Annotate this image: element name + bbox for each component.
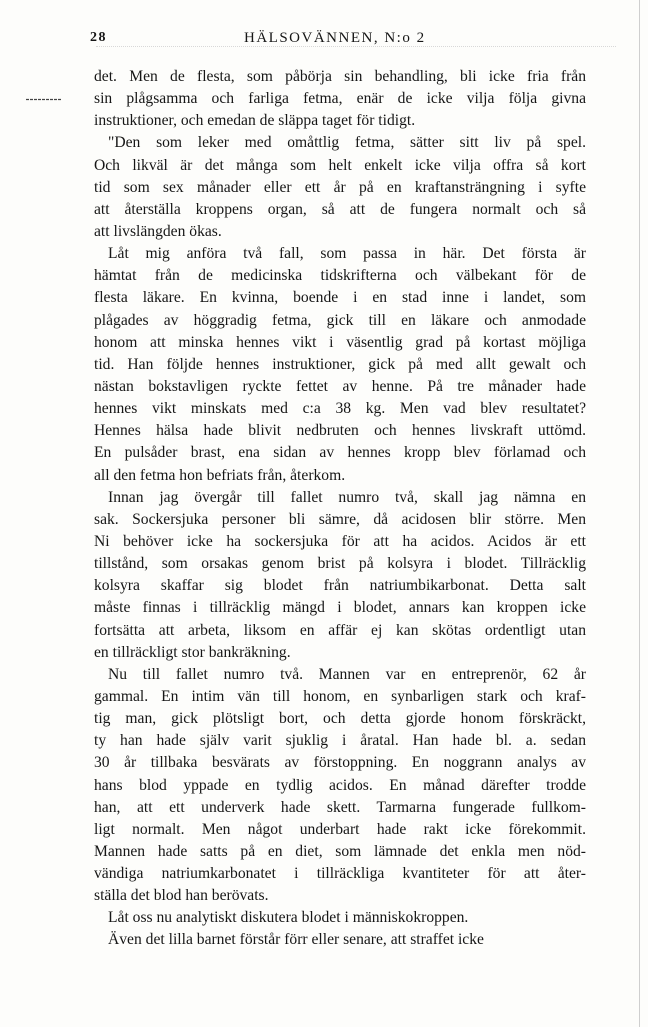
text-line: Låt oss nu analytiskt diskutera blodet i människokroppen. (108, 909, 469, 927)
text-line: hans blod yppade en tydlig acidos. En månad därefter trodde (94, 776, 586, 794)
text-line: hennes vikt minskats med c:a 38 kg. Men vad blev resultatet? (94, 400, 586, 418)
text-line: Hennes hälsa hade blivit nedbruten och hennes livskraft uttömd. (94, 422, 586, 440)
text-line: vändiga natriumkarbonatet i tillräckliga kvantiteter för att åter- (94, 865, 586, 883)
paragraph (94, 487, 586, 664)
text-line: En pulsåder brast, ena sidan av hennes kropp blev förlamad och (94, 444, 586, 462)
text-line: ty han hade själv varit sjuklig i åratal. Han hade bl. a. sedan (94, 732, 586, 750)
body-text (94, 66, 586, 952)
text-line: Mannen hade satts på en diet, som lämnade det enkla men nöd- (94, 842, 586, 860)
text-line: tig man, gick plötsligt bort, och detta gjorde honom förskräckt, (94, 710, 586, 728)
paragraph (94, 243, 586, 487)
text-line: att återställa kroppens organ, så att de fungera normalt och så (94, 200, 586, 218)
text-line: han, att ett underverk hade skett. Tarmarna fungerade fullkom- (94, 798, 586, 816)
text-line: Låt mig anföra två fall, som passa in här. Det första är (108, 245, 586, 263)
paragraph (94, 907, 586, 929)
text-line: måste finnas i tillräcklig mängd i blodet, annars kan kroppen icke (94, 599, 586, 617)
text-line: tid. Han följde hennes instruktioner, gick på med allt gewalt och (94, 355, 586, 373)
text-line: all den fetma hon befriats från, återkom. (94, 466, 346, 484)
text-line: sak. Sockersjuka personer bli sämre, då acidosen blir större. Men (94, 510, 586, 528)
paragraph (94, 132, 586, 243)
paragraph (94, 929, 586, 951)
text-line: Även det lilla barnet förstår förr eller senare, att straffet icke (108, 931, 484, 949)
page-number: 28 (90, 30, 107, 45)
page-edge-line (639, 0, 640, 1027)
text-line: sin plågsamma och farliga fetma, enär de icke vilja följa givna (94, 90, 586, 108)
text-line: gammal. En intim vän till honom, en synbarligen stark och kraf- (94, 687, 586, 705)
margin-mark (26, 98, 62, 101)
text-line: flesta läkare. En kvinna, boende i en stad inne i landet, som (94, 289, 586, 307)
page-header (90, 30, 586, 54)
running-head: HÄLSOVÄNNEN, N:o 2 (244, 30, 426, 46)
text-line: det. Men de flesta, som påbörja sin behandling, bli icke fria från (94, 68, 586, 85)
text-line: "Den som leker med omåttlig fetma, sätter sitt liv på spel. (108, 134, 586, 152)
text-line: nästan bokstavligen ryckte fettet av henne. På tre månader hade (94, 377, 586, 395)
text-line: Innan jag övergår till fallet numro två, skall jag nämna en (108, 488, 586, 506)
text-line: kolsyra skaffar sig blodet från natriumbikarbonat. Detta salt (94, 577, 586, 595)
text-line: Nu till fallet numro två. Mannen var en entreprenör, 62 år (108, 665, 586, 683)
text-line: plågades av höggradig fetma, gick till en läkare och anmodade (94, 311, 586, 329)
paragraph (94, 66, 586, 132)
text-line: ställa det blod han berövats. (94, 887, 269, 905)
text-line: 30 år tillbaka besvärats av förstoppning. En noggrann analys av (94, 754, 586, 772)
text-line: Och likväl är det många som helt enkelt icke vilja offra så kort (94, 156, 586, 174)
paragraph (94, 664, 586, 908)
text-line: honom att minska hennes vikt i väsentlig grad på kortast möjliga (94, 333, 586, 351)
text-line: fortsätta att arbeta, liksom en affär ej kan skötas ordentligt utan (94, 621, 586, 639)
text-line: en tillräckligt stor bankräkning. (94, 643, 291, 661)
text-line: tid som sex månader eller ett år på en kraftansträngning i syfte (94, 178, 586, 196)
text-line: Ni behöver icke ha sockersjuka för att ha acidos. Acidos är ett (94, 532, 586, 550)
text-line: hämtat från de medicinska tidskrifterna och välbekant för de (94, 267, 586, 285)
text-line: instruktioner, och emedan de släppa taget för tidigt. (94, 112, 416, 130)
text-line: tillstånd, som orsakas genom brist på kolsyra i blodet. Tillräcklig (94, 555, 586, 573)
text-line: ligt normalt. Men något underbart hade rakt icke förekommit. (94, 820, 586, 838)
text-line: att livslängden ökas. (94, 222, 222, 240)
